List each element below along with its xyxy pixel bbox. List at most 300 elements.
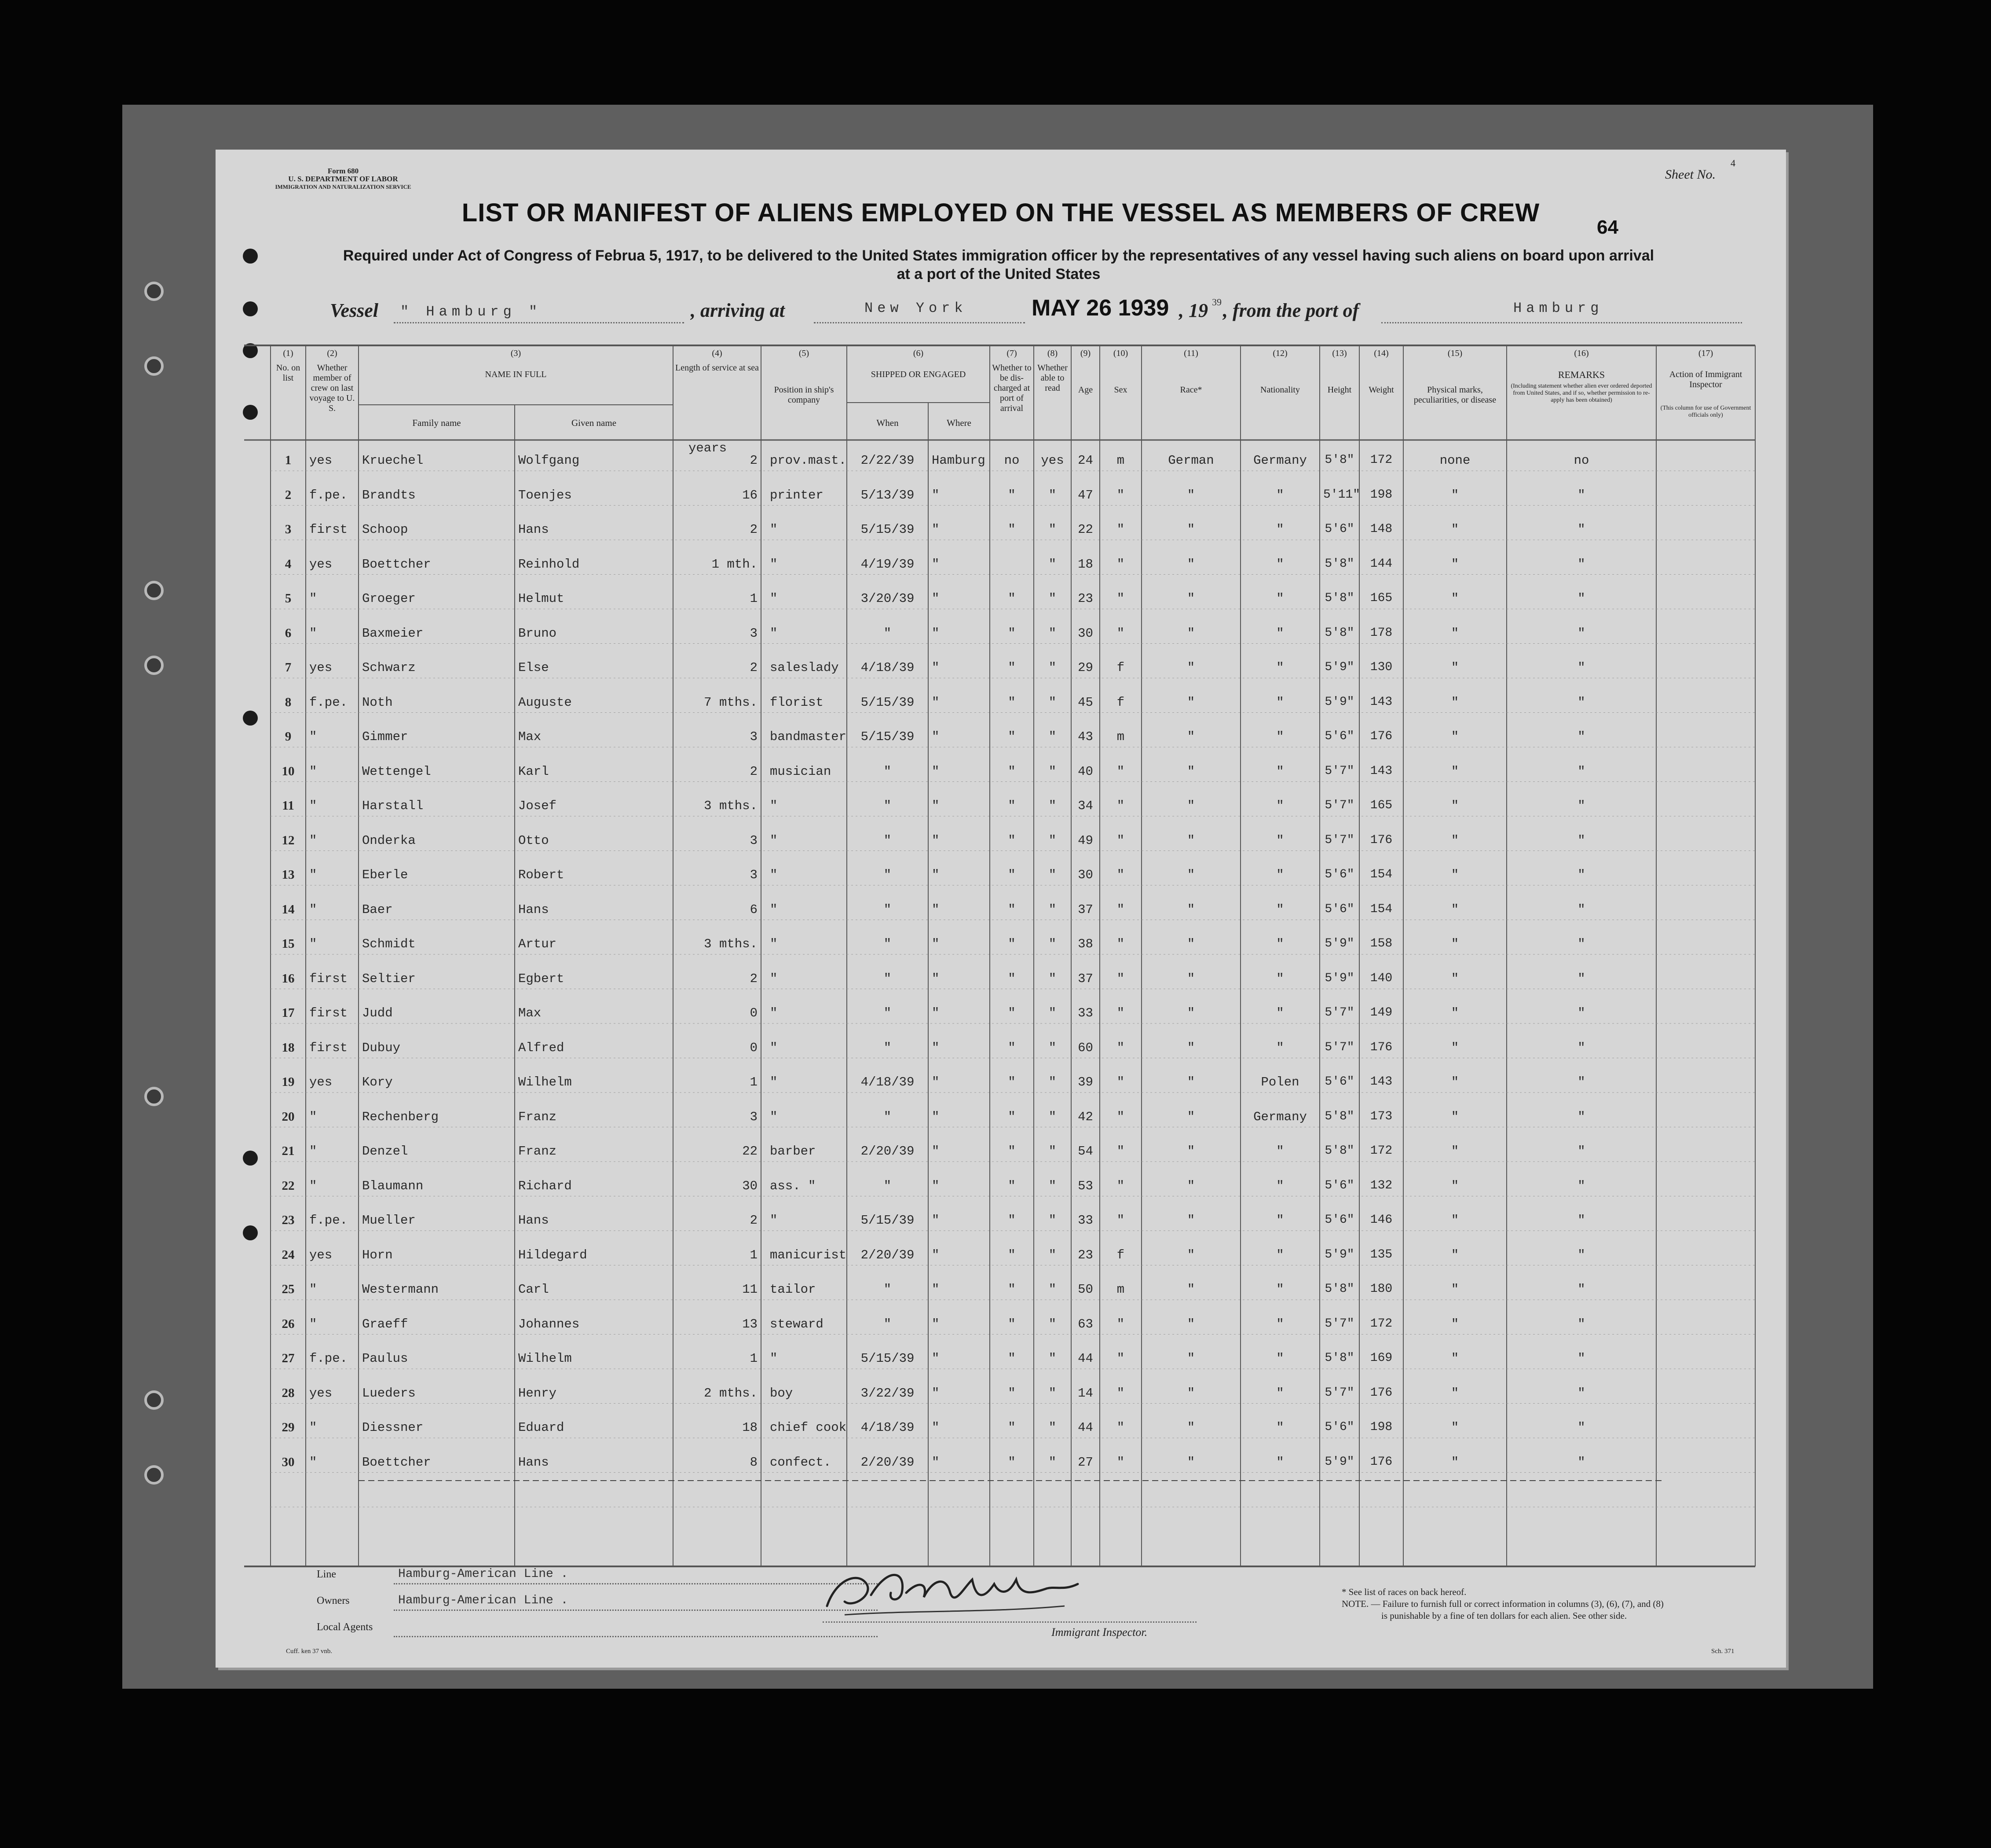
cell-no: 9 xyxy=(285,730,292,744)
cell-where: " xyxy=(932,1351,940,1366)
cell-service: 2 xyxy=(750,453,758,468)
cell-sex: " xyxy=(1116,799,1125,813)
cell-no: 10 xyxy=(282,764,295,778)
cell-prev: " xyxy=(309,764,317,779)
cell-race: " xyxy=(1187,730,1195,744)
cell-no: 24 xyxy=(282,1247,295,1262)
cell-discharged: " xyxy=(1008,1109,1016,1124)
cell-no: 3 xyxy=(285,522,292,536)
cell-where: " xyxy=(932,1178,940,1193)
cell-position: " xyxy=(770,1075,778,1089)
cell-family: Groeger xyxy=(362,591,416,606)
sheet-label: Sheet No. xyxy=(1665,167,1716,182)
cell-prev: " xyxy=(309,902,317,917)
cell-discharged: " xyxy=(1008,695,1016,710)
form-number: Form 680 xyxy=(327,167,359,175)
cell-when: 5/15/39 xyxy=(860,1351,915,1366)
cell-when: " xyxy=(883,1282,892,1297)
cell-read: " xyxy=(1048,1282,1057,1297)
cell-weight: 158 xyxy=(1370,937,1393,950)
cell-nationality: " xyxy=(1276,730,1284,744)
cell-given: Hans xyxy=(518,1213,549,1228)
cell-where: " xyxy=(932,833,940,848)
column-header: Action of Immigrant Inspector xyxy=(1669,370,1742,389)
cell-age: 60 xyxy=(1078,1040,1093,1055)
cell-family: Mueller xyxy=(362,1213,416,1228)
cell-read: " xyxy=(1048,626,1057,641)
cell-discharged: " xyxy=(1008,1178,1016,1193)
column-subheader: When xyxy=(876,418,899,428)
cell-read: " xyxy=(1048,522,1057,537)
cell-age: 44 xyxy=(1078,1351,1093,1366)
cell-position: " xyxy=(770,833,778,848)
cell-age: 23 xyxy=(1078,591,1093,606)
cell-given: Reinhold xyxy=(518,557,580,572)
cell-discharged: " xyxy=(1008,868,1016,882)
cell-discharged: " xyxy=(1008,1386,1016,1401)
column-subheader: Given name xyxy=(571,418,617,428)
cell-when: 3/22/39 xyxy=(860,1386,915,1401)
cell-race: " xyxy=(1187,868,1195,882)
cell-height: 5'9" xyxy=(1325,660,1354,674)
cell-nationality: " xyxy=(1276,695,1284,710)
cell-discharged: " xyxy=(1008,660,1016,675)
cell-age: 40 xyxy=(1078,764,1093,779)
cell-where: " xyxy=(932,937,940,951)
subtitle-line1: Required under Act of Congress of Februa 5, 1917, to be delivered to the United States immigration officer by the representatives of any vessel having such aliens on board upon arrival xyxy=(343,247,1654,264)
cell-marks: " xyxy=(1451,1386,1459,1401)
cell-family: Lueders xyxy=(362,1386,416,1401)
cell-weight: 132 xyxy=(1370,1178,1393,1192)
cell-where: " xyxy=(932,1075,940,1089)
cell-age: 43 xyxy=(1078,730,1093,744)
cell-marks: " xyxy=(1451,799,1459,813)
column-subheader: Family name xyxy=(412,418,461,428)
cell-prev: yes xyxy=(309,1247,333,1262)
cell-where: " xyxy=(932,1455,940,1470)
cell-remarks: " xyxy=(1577,833,1585,848)
cell-given: Hans xyxy=(518,902,549,917)
cell-position: florist xyxy=(770,695,823,710)
cell-family: Onderka xyxy=(362,833,416,848)
cell-position: " xyxy=(770,1351,778,1366)
cell-height: 5'9" xyxy=(1325,971,1354,985)
cell-prev: yes xyxy=(309,1386,333,1401)
cell-nationality: " xyxy=(1276,1316,1284,1331)
cell-where: " xyxy=(932,730,940,744)
cell-read: " xyxy=(1048,557,1057,572)
cell-when: 5/13/39 xyxy=(860,488,915,502)
manifest-page xyxy=(216,150,1786,1668)
cell-when: " xyxy=(883,868,892,882)
cell-when: 4/19/39 xyxy=(860,557,915,572)
cell-read: " xyxy=(1048,799,1057,813)
cell-service: 3 xyxy=(750,868,758,882)
cell-prev: " xyxy=(309,1455,317,1470)
column-header: NAME IN FULL xyxy=(485,370,547,379)
cell-prev: " xyxy=(309,626,317,641)
cell-family: Schoop xyxy=(362,522,408,537)
cell-family: Noth xyxy=(362,695,393,710)
cell-age: 45 xyxy=(1078,695,1093,710)
cell-age: 47 xyxy=(1078,488,1093,502)
cell-where: " xyxy=(932,1316,940,1331)
cell-marks: " xyxy=(1451,1144,1459,1159)
cell-given: Egbert xyxy=(518,971,564,986)
cell-where: " xyxy=(932,1420,940,1435)
cell-age: 54 xyxy=(1078,1144,1093,1159)
cell-nationality: " xyxy=(1276,971,1284,986)
line-label: Line xyxy=(317,1569,336,1580)
cell-no: 20 xyxy=(282,1109,295,1124)
cell-race: " xyxy=(1187,557,1195,572)
cell-remarks: " xyxy=(1577,1178,1585,1193)
column-header: SHIPPED OR ENGAGED xyxy=(871,370,966,379)
cell-where: " xyxy=(932,1006,940,1020)
cell-nationality: " xyxy=(1276,1351,1284,1366)
column-number: (14) xyxy=(1374,348,1389,358)
cell-read: yes xyxy=(1041,453,1064,468)
cell-given: Alfred xyxy=(518,1040,564,1055)
cell-height: 5'9" xyxy=(1325,1247,1354,1261)
binder-hole xyxy=(144,1087,164,1106)
cell-read: " xyxy=(1048,937,1057,951)
cell-discharged: " xyxy=(1008,1006,1016,1020)
column-header: Nationality xyxy=(1260,385,1300,395)
inspector-signature xyxy=(818,1553,1091,1624)
cell-discharged: " xyxy=(1008,1247,1016,1262)
owners-label: Owners xyxy=(317,1595,350,1606)
cell-given: Helmut xyxy=(518,591,564,606)
cell-discharged: " xyxy=(1008,1351,1016,1366)
cell-height: 5'8" xyxy=(1325,1282,1354,1296)
cell-read: " xyxy=(1048,833,1057,848)
column-number: (3) xyxy=(510,348,521,358)
cell-weight: 176 xyxy=(1370,1386,1393,1400)
cell-position: printer xyxy=(770,488,823,502)
cell-race: " xyxy=(1187,1351,1195,1366)
cell-position: saleslady xyxy=(770,660,839,675)
cell-position: steward xyxy=(770,1316,823,1331)
cell-marks: " xyxy=(1451,557,1459,572)
cell-family: Diessner xyxy=(362,1420,424,1435)
cell-family: Brandts xyxy=(362,488,416,502)
cell-sex: " xyxy=(1116,1144,1125,1159)
cell-weight: 176 xyxy=(1370,1455,1393,1469)
cell-prev: first xyxy=(309,971,348,986)
year-value: 39 xyxy=(1212,297,1222,308)
cell-remarks: " xyxy=(1577,626,1585,641)
cell-prev: " xyxy=(309,833,317,848)
cell-weight: 198 xyxy=(1370,488,1393,502)
cell-prev: f.pe. xyxy=(309,695,348,710)
cell-family: Denzel xyxy=(362,1144,408,1159)
cell-remarks: " xyxy=(1577,868,1585,882)
cell-age: 38 xyxy=(1078,937,1093,951)
cell-prev: " xyxy=(309,1178,317,1193)
column-header: Position in ship's company xyxy=(774,385,834,405)
cell-read: " xyxy=(1048,660,1057,675)
cell-service: 1 xyxy=(750,1351,758,1366)
cell-nationality: " xyxy=(1276,488,1284,502)
cell-age: 33 xyxy=(1078,1213,1093,1228)
cell-discharged: " xyxy=(1008,937,1016,951)
schedule-code: Sch. 371 xyxy=(1711,1648,1735,1655)
column-number: (12) xyxy=(1273,348,1288,358)
races-note: * See list of races on back hereof. xyxy=(1342,1587,1467,1597)
cell-height: 5'6" xyxy=(1325,868,1354,881)
cell-where: " xyxy=(932,764,940,779)
cell-service: 2 xyxy=(750,1213,758,1228)
cell-remarks: " xyxy=(1577,591,1585,606)
cell-height: 5'8" xyxy=(1325,591,1354,605)
cell-remarks: " xyxy=(1577,1316,1585,1331)
cell-prev: " xyxy=(309,937,317,951)
cell-sex: " xyxy=(1116,1075,1125,1089)
cell-when: " xyxy=(883,937,892,951)
cell-nationality: " xyxy=(1276,591,1284,606)
cell-age: 18 xyxy=(1078,557,1093,572)
cell-family: Rechenberg xyxy=(362,1109,439,1124)
cell-given: Max xyxy=(518,730,542,744)
cell-read: " xyxy=(1048,1006,1057,1020)
cell-where: " xyxy=(932,1144,940,1159)
cell-service: 6 xyxy=(750,902,758,917)
cell-no: 13 xyxy=(282,868,295,882)
cell-nationality: " xyxy=(1276,1386,1284,1401)
cell-race: " xyxy=(1187,1075,1195,1089)
cell-position: " xyxy=(770,1213,778,1228)
cell-no: 17 xyxy=(282,1006,295,1020)
cell-marks: " xyxy=(1451,660,1459,675)
cell-marks: " xyxy=(1451,1075,1459,1089)
cell-remarks: " xyxy=(1577,1386,1585,1401)
cell-height: 5'6" xyxy=(1325,1420,1354,1434)
cell-sex: " xyxy=(1116,1420,1125,1435)
cell-discharged: no xyxy=(1004,453,1020,468)
cell-weight: 198 xyxy=(1370,1420,1393,1434)
cell-family: Seltier xyxy=(362,971,416,986)
cell-sex: " xyxy=(1116,1316,1125,1331)
cell-service: 0 xyxy=(750,1006,758,1020)
cell-height: 5'8" xyxy=(1325,453,1354,467)
cell-nationality: " xyxy=(1276,833,1284,848)
cell-prev: first xyxy=(309,522,348,537)
cell-no: 11 xyxy=(282,799,294,813)
cell-age: 49 xyxy=(1078,833,1093,848)
cell-read: " xyxy=(1048,1213,1057,1228)
cell-where: " xyxy=(932,1213,940,1228)
cell-position: " xyxy=(770,868,778,882)
cell-weight: 180 xyxy=(1370,1282,1393,1296)
cell-prev: " xyxy=(309,1109,317,1124)
column-header: Height xyxy=(1327,385,1352,395)
cell-position: " xyxy=(770,937,778,951)
cell-marks: " xyxy=(1451,1006,1459,1020)
cell-given: Eduard xyxy=(518,1420,564,1435)
cell-remarks: " xyxy=(1577,937,1585,951)
cell-family: Gimmer xyxy=(362,730,408,744)
cell-service: 18 xyxy=(742,1420,758,1435)
cell-weight: 154 xyxy=(1370,868,1393,881)
cell-when: 5/15/39 xyxy=(860,695,915,710)
cell-prev: f.pe. xyxy=(309,1351,348,1366)
cell-discharged: " xyxy=(1008,1455,1016,1470)
cell-no: 15 xyxy=(282,937,295,951)
cell-when: 2/20/39 xyxy=(860,1144,915,1159)
arriving-label: , arriving at xyxy=(691,300,785,321)
cell-age: 33 xyxy=(1078,1006,1093,1020)
cell-prev: first xyxy=(309,1006,348,1020)
cell-service: 3 mths. xyxy=(704,799,758,813)
arriving-port: New York xyxy=(864,300,967,316)
cell-family: Horn xyxy=(362,1247,393,1262)
cell-service: 3 mths. xyxy=(704,937,758,951)
cell-when: 4/18/39 xyxy=(860,1420,915,1435)
cell-prev: " xyxy=(309,1282,317,1297)
cell-given: Auguste xyxy=(518,695,572,710)
cell-sex: " xyxy=(1116,937,1125,951)
cell-remarks: " xyxy=(1577,764,1585,779)
cell-nationality: " xyxy=(1276,1006,1284,1020)
cell-position: " xyxy=(770,799,778,813)
cell-sex: " xyxy=(1116,833,1125,848)
cell-remarks: " xyxy=(1577,1455,1585,1470)
cell-age: 34 xyxy=(1078,799,1093,813)
cell-age: 23 xyxy=(1078,1247,1093,1262)
cell-remarks: " xyxy=(1577,1006,1585,1020)
cell-sex: " xyxy=(1116,902,1125,917)
cell-read: " xyxy=(1048,971,1057,986)
cell-height: 5'6" xyxy=(1325,1178,1354,1192)
cell-discharged: " xyxy=(1008,488,1016,502)
column-header: Whether able to read xyxy=(1037,363,1068,393)
cell-family: Baer xyxy=(362,902,393,917)
service: IMMIGRATION AND NATURALIZATION SERVICE xyxy=(275,183,411,190)
cell-age: 24 xyxy=(1078,453,1093,468)
column-note: (Including statement whether alien ever ordered deported from United States, and if so, whether permission to re-apply has been obtained) xyxy=(1511,383,1652,403)
stamp-number: 64 xyxy=(1597,216,1618,238)
cell-age: 22 xyxy=(1078,522,1093,537)
cell-nationality: " xyxy=(1276,799,1284,813)
cell-age: 39 xyxy=(1078,1075,1093,1089)
dotted-line xyxy=(394,1610,878,1611)
cell-read: " xyxy=(1048,902,1057,917)
cell-where: " xyxy=(932,799,940,813)
column-number: (6) xyxy=(913,348,924,358)
cell-nationality: " xyxy=(1276,522,1284,537)
cell-when: 2/22/39 xyxy=(860,453,915,468)
cell-service: 2 mths. xyxy=(704,1386,758,1401)
cell-read: " xyxy=(1048,1351,1057,1366)
cell-nationality: " xyxy=(1276,1213,1284,1228)
column-subheader: Where xyxy=(947,418,971,428)
cell-prev: yes xyxy=(309,660,333,675)
cell-sex: m xyxy=(1116,730,1125,744)
cell-race: " xyxy=(1187,764,1195,779)
cell-prev: f.pe. xyxy=(309,488,348,502)
column-header: Physical marks, peculiarities, or disease xyxy=(1413,385,1497,405)
cell-remarks: " xyxy=(1577,1144,1585,1159)
cell-marks: " xyxy=(1451,764,1459,779)
column-header: Sex xyxy=(1114,385,1127,395)
cell-when: " xyxy=(883,1316,892,1331)
cell-race: " xyxy=(1187,1386,1195,1401)
cell-given: Wolfgang xyxy=(518,453,580,468)
cell-when: " xyxy=(883,1006,892,1020)
cell-nationality: Polen xyxy=(1261,1075,1299,1089)
cell-remarks: " xyxy=(1577,660,1585,675)
cell-nationality: " xyxy=(1276,902,1284,917)
cell-marks: " xyxy=(1451,902,1459,917)
cell-prev: " xyxy=(309,1316,317,1331)
cell-no: 16 xyxy=(282,971,295,986)
cell-no: 23 xyxy=(282,1213,295,1227)
cell-remarks: " xyxy=(1577,730,1585,744)
cell-race: " xyxy=(1187,626,1195,641)
cell-given: Henry xyxy=(518,1386,557,1401)
column-header: Weight xyxy=(1369,385,1394,395)
cell-sex: " xyxy=(1116,1006,1125,1020)
cell-no: 29 xyxy=(282,1420,295,1434)
cell-given: Josef xyxy=(518,799,557,813)
cell-family: Graeff xyxy=(362,1316,408,1331)
cell-height: 5'6" xyxy=(1325,522,1354,536)
column-number: (15) xyxy=(1447,348,1463,358)
cell-read: " xyxy=(1048,488,1057,502)
cell-race: " xyxy=(1187,799,1195,813)
cell-weight: 178 xyxy=(1370,626,1393,640)
cell-height: 5'9" xyxy=(1325,937,1354,950)
cell-race: " xyxy=(1187,1420,1195,1435)
cell-service: 8 xyxy=(750,1455,758,1470)
cell-race: " xyxy=(1187,1144,1195,1159)
cell-sex: " xyxy=(1116,971,1125,986)
cell-service: 1 xyxy=(750,591,758,606)
cell-race: " xyxy=(1187,971,1195,986)
cell-height: 5'11" xyxy=(1323,488,1361,502)
cell-age: 44 xyxy=(1078,1420,1093,1435)
cell-sex: m xyxy=(1116,453,1125,468)
cell-no: 22 xyxy=(282,1178,295,1193)
cell-weight: 172 xyxy=(1370,1316,1393,1331)
cell-nationality: " xyxy=(1276,1247,1284,1262)
sheet-number: 4 xyxy=(1731,158,1735,169)
cell-family: Dubuy xyxy=(362,1040,401,1055)
cell-weight: 135 xyxy=(1370,1247,1393,1261)
cell-no: 26 xyxy=(282,1316,295,1331)
cell-discharged: " xyxy=(1008,799,1016,813)
cell-remarks: " xyxy=(1577,1040,1585,1055)
cell-nationality: Germany xyxy=(1253,1109,1307,1124)
cell-race: " xyxy=(1187,1006,1195,1020)
cell-remarks: no xyxy=(1574,453,1589,468)
cell-height: 5'8" xyxy=(1325,1351,1354,1365)
page-title: LIST OR MANIFEST OF ALIENS EMPLOYED ON THE VESSEL AS MEMBERS OF CREW xyxy=(461,198,1540,227)
cell-marks: " xyxy=(1451,695,1459,710)
cell-position: " xyxy=(770,1109,778,1124)
cell-remarks: " xyxy=(1577,1109,1585,1124)
cell-given: Else xyxy=(518,660,549,675)
inspector-label: Immigrant Inspector. xyxy=(1051,1626,1148,1639)
cell-where: " xyxy=(932,1386,940,1401)
cell-nationality: " xyxy=(1276,1420,1284,1435)
cell-given: Otto xyxy=(518,833,549,848)
cell-read: " xyxy=(1048,1420,1057,1435)
column-number: (11) xyxy=(1184,348,1198,358)
cell-race: " xyxy=(1187,488,1195,502)
cell-race: " xyxy=(1187,1316,1195,1331)
